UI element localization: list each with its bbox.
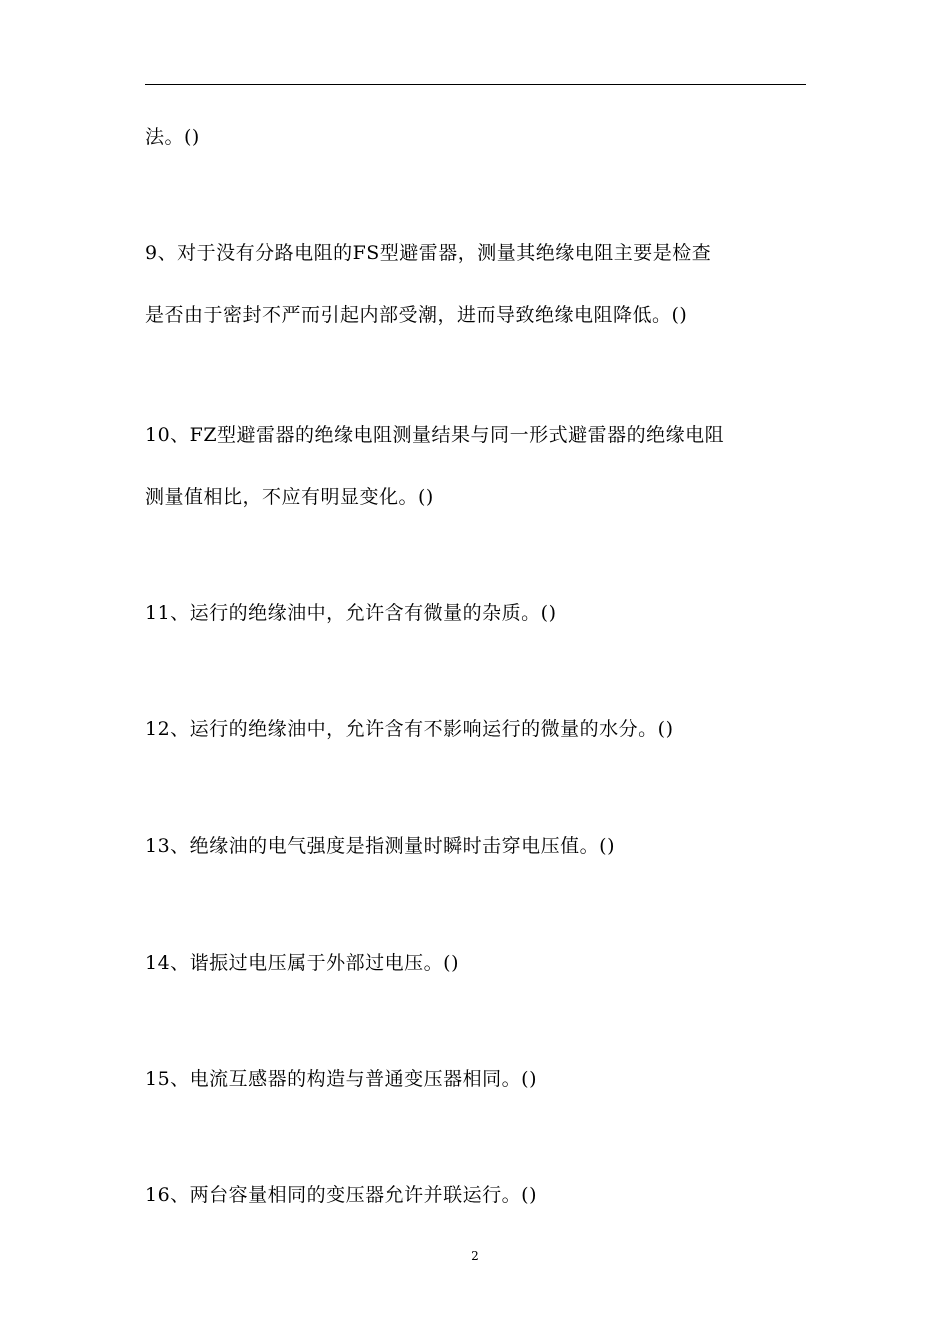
question-15: 15、电流互感器的构造与普通变压器相同。() <box>145 1068 538 1090</box>
question-16: 16、两台容量相同的变压器允许并联运行。() <box>145 1184 538 1206</box>
header-rule <box>145 84 806 85</box>
page-number: 2 <box>471 1249 479 1263</box>
question-10-line-1: 10、FZ型避雷器的绝缘电阻测量结果与同一形式避雷器的绝缘电阻 <box>145 424 725 446</box>
question-11: 11、运行的绝缘油中，允许含有微量的杂质。() <box>145 602 557 624</box>
question-12: 12、运行的绝缘油中，允许含有不影响运行的微量的水分。() <box>145 718 674 740</box>
text-line: 法。() <box>145 126 200 148</box>
question-9-line-2: 是否由于密封不严而引起内部受潮，进而导致绝缘电阻降低。() <box>145 304 688 326</box>
question-9-line-1: 9、对于没有分路电阻的FS型避雷器，测量其绝缘电阻主要是检查 <box>145 242 712 264</box>
question-13: 13、绝缘油的电气强度是指测量时瞬时击穿电压值。() <box>145 835 616 857</box>
question-10-line-2: 测量值相比，不应有明显变化。() <box>145 486 434 508</box>
question-14: 14、谐振过电压属于外部过电压。() <box>145 952 460 974</box>
